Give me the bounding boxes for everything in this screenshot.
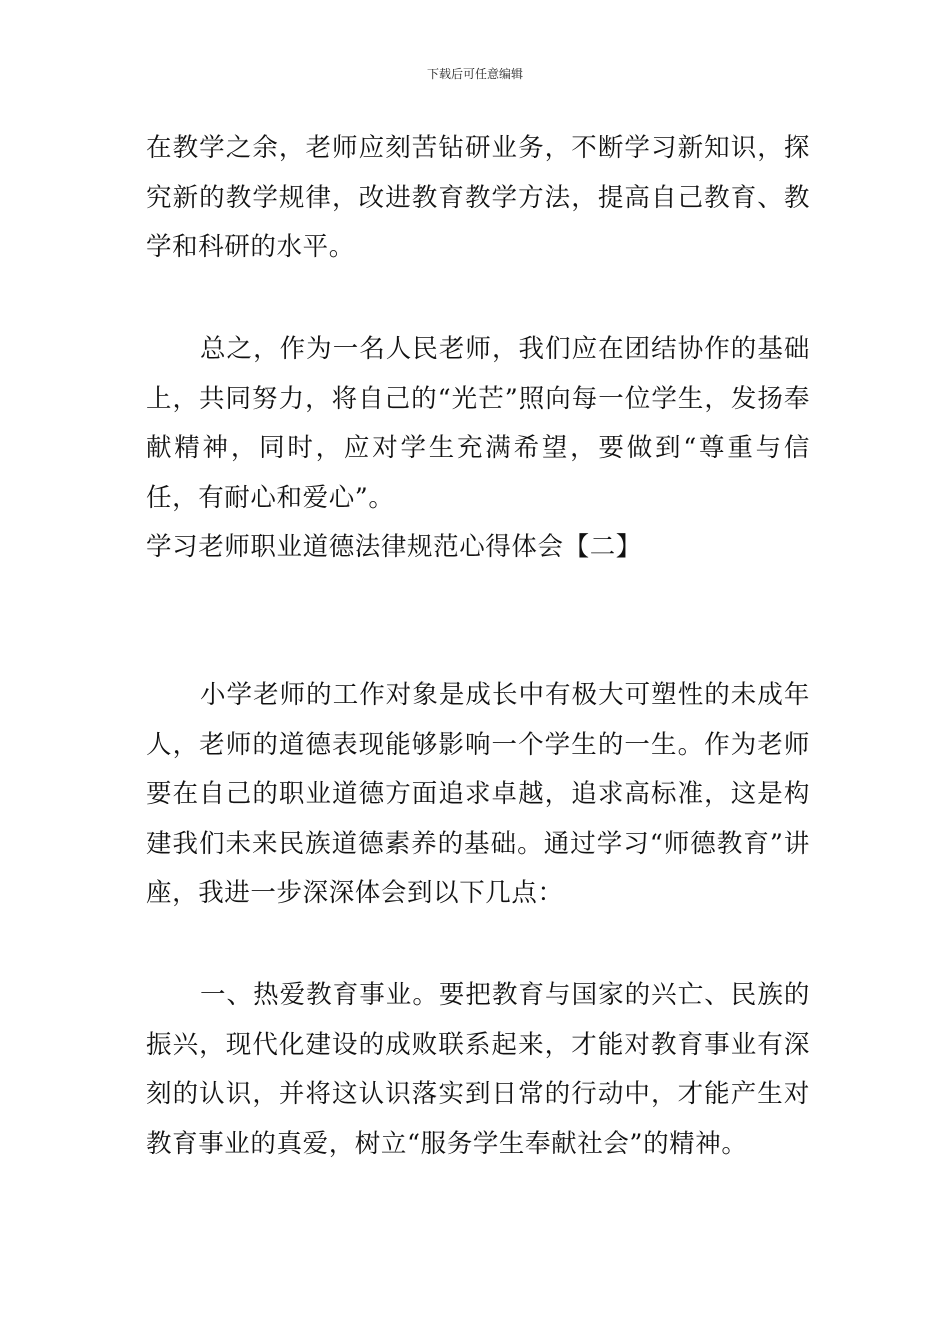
paragraph-conclusion: 总之，作为一名人民老师，我们应在团结协作的基础上，共同努力，将自己的“光芒”照向每一位学生，发扬奉献精神，同时，应对学生充满希望，要做到“尊重与信任，有耐心和爱心”。: [146, 334, 810, 513]
page-header-note: 下载后可任意编辑: [426, 67, 523, 81]
section-heading: 学习老师职业道德法律规范心得体会【二】: [146, 532, 642, 562]
paragraph-study-after-teaching: 在教学之余，老师应刻苦钻研业务，不断学习新知识，探究新的教学规律，改进教育教学方法，提高自己教育、教学和科研的水平。: [146, 133, 810, 262]
paragraph-love-education: 一、热爱教育事业。要把教育与国家的兴亡、民族的振兴，现代化建设的成败联系起来，才能对教育事业有深刻的认识，并将这认识落实到日常的行动中，才能产生对教育事业的真爱，树立“服务学生奉献社会”的精神。: [146, 980, 810, 1159]
paragraph-teacher-ethics-intro: 小学老师的工作对象是成长中有极大可塑性的未成年人，老师的道德表现能够影响一个学生的一生。作为老师要在自己的职业道德方面追求卓越，追求高标准，这是构建我们未来民族道德素养的基础。通过学习“师德教育”讲座，我进一步深深体会到以下几点：: [146, 680, 810, 908]
